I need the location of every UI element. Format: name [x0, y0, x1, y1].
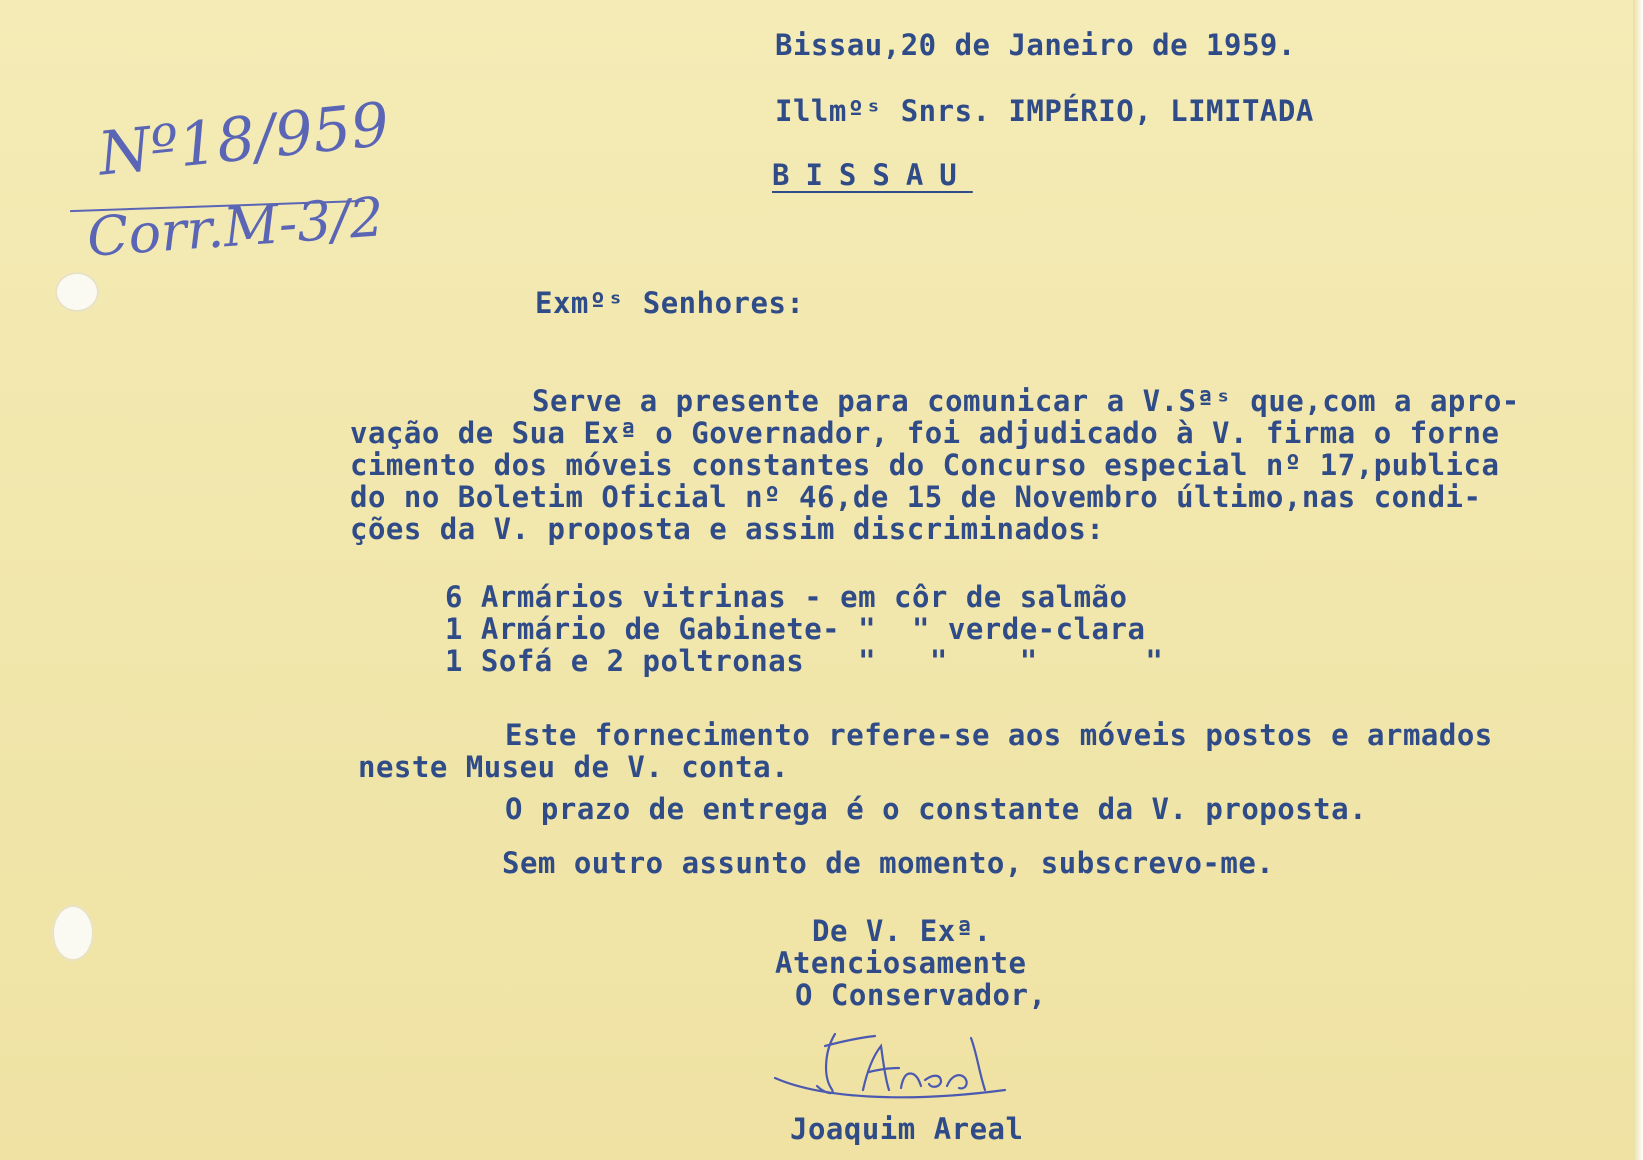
- handwritten-signature: [765, 1020, 1065, 1110]
- punch-hole-bottom: [52, 905, 94, 961]
- closing-line-2: Atenciosamente: [775, 946, 1027, 980]
- paragraph2-line-1: Este fornecimento refere-se aos móveis postos e armados: [505, 718, 1493, 752]
- paper-edge: [1633, 0, 1643, 1160]
- item-2: 1 Armário de Gabinete- " " verde-clara: [445, 612, 1146, 646]
- body-line-3: cimento dos móveis constantes do Concurso especial nº 17,publica: [350, 448, 1500, 482]
- handwritten-filing-note: Corr.M-3/2: [85, 185, 386, 269]
- item-3: 1 Sofá e 2 poltronas " " " ": [445, 644, 1164, 678]
- signer-name: Joaquim Areal: [790, 1112, 1024, 1146]
- body-line-5: ções da V. proposta e assim discriminados:: [350, 512, 1105, 546]
- body-line-2: vação de Sua Exª o Governador, foi adjudicado à V. firma o forne: [350, 416, 1500, 450]
- body-line-1: Serve a presente para comunicar a V.Sªˢ que,com a apro-: [532, 384, 1520, 418]
- closing-line-1: De V. Exª.: [812, 914, 992, 948]
- item-1: 6 Armários vitrinas - em côr de salmão: [445, 580, 1128, 614]
- paragraph2-line-2: neste Museu de V. conta.: [358, 750, 790, 784]
- closing-line-3: O Conservador,: [795, 978, 1047, 1012]
- place-date: Bissau,20 de Janeiro de 1959.: [775, 28, 1296, 62]
- handwritten-reference-number: Nº18/959: [95, 89, 393, 190]
- closing-sentence: Sem outro assunto de momento, subscrevo-me.: [502, 846, 1275, 880]
- punch-hole-top: [55, 272, 99, 312]
- body-line-4: do no Boletim Oficial nº 46,de 15 de Novembro último,nas condi-: [350, 480, 1482, 514]
- salutation: Exmºˢ Senhores:: [535, 286, 805, 320]
- addressee: Illmºˢ Snrs. IMPÉRIO, LIMITADA: [775, 94, 1314, 128]
- delivery-term: O prazo de entrega é o constante da V. proposta.: [505, 792, 1368, 826]
- city-heading: BISSAU: [772, 158, 973, 192]
